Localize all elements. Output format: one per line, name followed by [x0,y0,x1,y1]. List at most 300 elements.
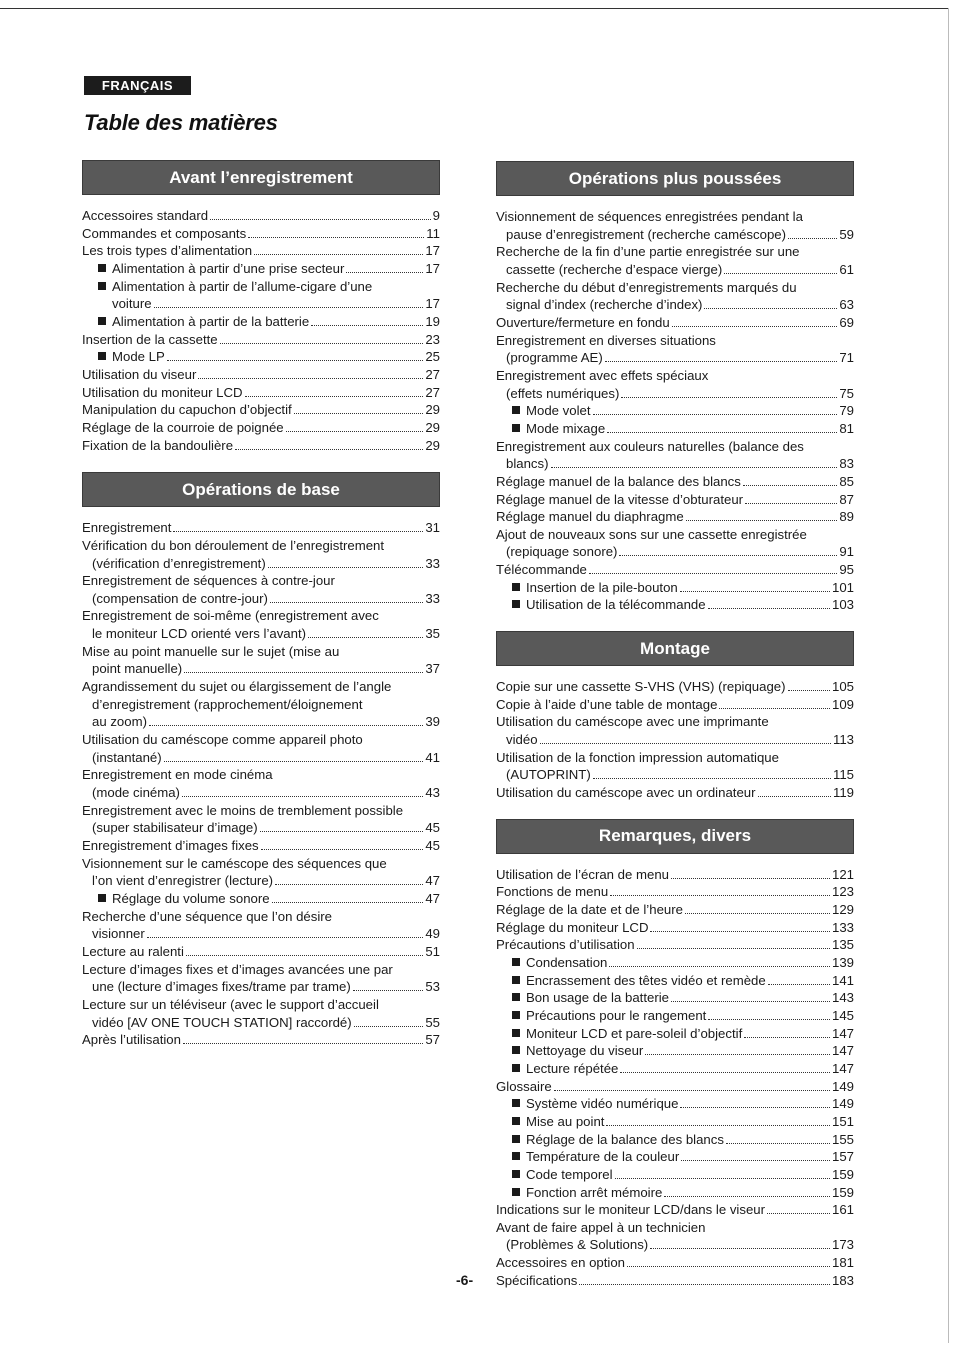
toc-page-number: 47 [425,873,440,889]
section-heading: Opérations de base [82,472,440,507]
toc-page-number: 109 [831,696,854,712]
toc-entry-text: Recherche du début d’enregistrements marqués du [496,279,797,295]
bullet-square-icon [512,993,520,1001]
toc-subentry [82,313,440,331]
dot-leader [788,690,830,691]
toc-entry-text: Utilisation de l’écran de menu [496,866,669,882]
toc-entry [496,314,854,332]
toc-page-number: 63 [839,297,854,313]
bullet-square-icon [512,958,520,966]
dot-leader [664,1196,830,1197]
toc-subentry [496,1042,854,1060]
toc-entry-text: Ajout de nouveaux sons sur une cassette enregistrée [496,526,807,542]
toc-entry-text: Code temporel [526,1166,613,1182]
toc-entry-text: Manipulation du capuchon d’objectif [82,402,292,418]
section-avant-enregistrement [82,160,440,454]
toc-entry-text: (compensation de contre-jour) [92,590,268,606]
toc-entry-text: Condensation [526,954,608,970]
toc-page-number: 51 [425,943,440,959]
toc-entry-text: Fonction arrêt mémoire [526,1184,663,1200]
toc-entry-text: (vérification d’enregistrement) [92,555,266,571]
toc-entry-text: Ouverture/fermeture en fondu [496,314,670,330]
toc-entry [496,508,854,526]
toc-entry-text: Visionnement sur le caméscope des séquences que [82,855,387,871]
toc-entry [496,749,854,784]
toc-entry [496,279,854,314]
toc-page-number: 33 [425,555,440,571]
toc-entry-text: Commandes et composants [82,225,247,241]
toc-page-number: 25 [425,349,440,365]
toc-entry [82,643,440,678]
toc-page-number: 147 [831,1060,854,1076]
dot-leader [184,672,423,673]
toc-entry-text: Encrassement des têtes vidéo et remède [526,972,766,988]
toc-entry-text: Lecture sur un téléviseur (avec le support d’accueil [82,996,379,1012]
dot-leader [235,449,423,450]
toc-page-number: 119 [832,785,854,801]
toc-entry-text: Utilisation du caméscope avec un ordinateur [496,785,756,801]
toc-entry-text: Télécommande [496,562,587,578]
toc-entry [82,537,440,572]
toc-subentry [496,1131,854,1149]
toc-entry-text: Enregistrement en diverses situations [496,332,716,348]
dot-leader [744,1037,830,1038]
toc-entry [496,208,854,243]
toc-entry-text: Mode mixage [526,420,606,436]
toc-entry [496,473,854,491]
dot-leader [726,1143,830,1144]
toc-entry-text: Avant de faire appel à un technicien [496,1219,706,1235]
toc-entry-text: Enregistrement avec effets spéciaux [496,367,709,383]
toc-page-number: 41 [425,749,440,765]
toc-page-number: 37 [425,661,440,677]
dot-leader [182,796,423,797]
toc-entry-text: blancs) [506,456,549,472]
bullet-square-icon [512,1064,520,1072]
dot-leader [650,1248,830,1249]
toc-subentry [82,348,440,366]
dot-leader [645,1054,830,1055]
toc-page-number: 27 [425,366,440,382]
toc-entry-text: Copie à l’aide d’une table de montage [496,696,718,712]
toc-page-number: 141 [831,972,854,988]
toc-page-number: 55 [425,1014,440,1030]
toc-subentry [496,972,854,990]
dot-leader [650,931,830,932]
dot-leader [210,219,431,220]
toc-entry-text: Glossaire [496,1078,552,1094]
dot-leader [637,948,830,949]
bullet-square-icon [98,317,106,325]
dot-leader [704,308,837,309]
toc-entry-text: Fonctions de menu [496,884,609,900]
toc-entry-text: (Problèmes & Solutions) [506,1237,649,1253]
dot-leader [173,531,423,532]
toc-page-number: 101 [831,579,854,595]
toc-entry-text: Alimentation à partir de l’allume-cigare d’une [112,278,373,294]
section-heading: Montage [496,631,854,666]
toc-page-number: 71 [839,350,854,366]
toc-page-number: 17 [425,243,440,259]
toc-entry [82,766,440,801]
toc-page-number: 151 [831,1113,854,1129]
toc-entry-text: Réglage du volume sonore [112,890,270,906]
toc-page-number: 31 [425,520,440,536]
bullet-square-icon [512,1117,520,1125]
dot-leader [708,608,830,609]
toc-entry-text: l’on vient d’enregistrer (lecture) [92,873,274,889]
toc-page-number: 149 [831,1078,854,1094]
toc-page-number: 155 [831,1131,854,1147]
toc-page-number: 49 [425,926,440,942]
toc-page-number: 87 [839,491,854,507]
dot-leader [183,1043,423,1044]
toc-entry [496,438,854,473]
toc-entry-text: Utilisation de la fonction impression automatique [496,749,779,765]
dot-leader [767,1213,830,1214]
toc-entry-text: (super stabilisateur d’image) [92,820,258,836]
bullet-square-icon [512,600,520,608]
toc-page-number: 61 [839,261,854,277]
toc-subentry [496,1148,854,1166]
dot-leader [671,878,830,879]
dot-leader [254,254,423,255]
toc-entry-text: Réglage manuel de la vitesse d’obturateur [496,491,744,507]
toc-entry-text: Réglage manuel du diaphragme [496,509,684,525]
toc-entry [496,1219,854,1254]
section-heading: Opérations plus poussées [496,161,854,196]
toc-entry-text: Lecture au ralenti [82,943,184,959]
bullet-square-icon [98,282,106,290]
page-number: -6- [456,1272,474,1288]
toc-page-number: 149 [831,1096,854,1112]
dot-leader [294,413,424,414]
toc-entry [496,696,854,714]
toc-page-number: 29 [425,437,440,453]
toc-page-number: 9 [432,208,440,223]
dot-leader [680,1107,830,1108]
toc-entry-text: Utilisation de la télécommande [526,597,706,613]
dot-leader [610,895,830,896]
toc-list [496,678,854,802]
toc-entry [496,243,854,278]
toc-page-number: 123 [831,884,854,900]
toc-subentry [496,1095,854,1113]
dot-leader [245,396,424,397]
toc-page-number: 147 [831,1043,854,1059]
toc-entry-text: point manuelle) [92,661,183,677]
toc-page-number: 45 [425,820,440,836]
dot-leader [724,273,837,274]
toc-entry-text: Agrandissement du sujet ou élargissement de l’angle [82,679,392,695]
toc-page-number: 157 [831,1149,854,1165]
toc-entry-text: (instantané) [92,749,162,765]
toc-entry-text: Enregistrement en mode cinéma [82,767,273,783]
dot-leader [606,1125,830,1126]
toc-entry [496,883,854,901]
toc-entry-text: Insertion de la pile-bouton [526,579,678,595]
toc-list [82,207,440,454]
toc-entry [82,225,440,243]
dot-leader [275,884,423,885]
toc-page-number: 147 [831,1025,854,1041]
dot-leader [149,725,423,726]
toc-page-number: 23 [425,331,440,347]
toc-subentry [496,1184,854,1202]
dot-leader [609,966,830,967]
section-operations-de-base [82,472,440,1049]
dot-leader [186,955,423,956]
dot-leader [620,1072,830,1073]
toc-entry-text: Utilisation du caméscope comme appareil photo [82,732,363,748]
toc-entry-text: Enregistrement de soi-même (enregistrement avec [82,608,379,624]
toc-entry-text: Précautions d’utilisation [496,937,635,953]
toc-entry [496,526,854,561]
toc-entry-text: Mise au point [526,1113,605,1129]
toc-page-number: 47 [425,890,440,906]
toc-entry-text: Réglage manuel de la balance des blancs [496,473,741,489]
toc-subentry [496,1166,854,1184]
dot-leader [261,849,424,850]
toc-entry [82,401,440,419]
toc-entry [496,901,854,919]
toc-subentry [82,890,440,908]
toc-list [496,208,854,614]
toc-entry [82,678,440,731]
toc-page-number: 129 [831,902,854,917]
toc-entry-text: cassette (recherche d’espace vierge) [506,261,723,277]
toc-entry-text: Après l’utilisation [82,1032,181,1048]
toc-page-number: 45 [425,838,440,853]
toc-entry-text: Utilisation du caméscope avec une imprimante [496,714,769,730]
toc-page-number: 95 [839,562,854,578]
bullet-square-icon [512,1188,520,1196]
toc-entry [496,936,854,954]
toc-page-number: 85 [839,473,854,489]
toc-page-number: 173 [831,1237,854,1253]
dot-leader [154,307,424,308]
dot-leader [270,602,423,603]
toc-page-number: 17 [425,296,440,312]
bullet-square-icon [512,424,520,432]
toc-page-number: 27 [425,384,440,400]
toc-entry-text: Accessoires standard [82,208,209,223]
toc-page-number: 11 [426,225,440,241]
dot-leader [554,1090,830,1091]
toc-entry [82,519,440,537]
bullet-square-icon [512,1011,520,1019]
toc-page-number: 81 [839,420,854,436]
toc-entry-text: Précautions pour le rangement [526,1007,707,1023]
toc-page-number: 183 [831,1272,854,1288]
toc-page-number: 79 [839,403,854,419]
toc-page-number: 145 [831,1007,854,1023]
toc-entry-text: Fixation de la bandoulière [82,437,234,453]
toc-subentry [82,278,440,313]
toc-list [496,866,854,1290]
toc-entry-text: Insertion de la cassette [82,331,218,347]
toc-entry-text: au zoom) [92,714,147,730]
toc-entry-text: Bon usage de la batterie [526,990,669,1006]
toc-page-number: 19 [425,313,440,329]
toc-entry-text: Enregistrement d’images fixes [82,838,259,853]
toc-entry [496,713,854,748]
toc-page-number: 103 [831,597,854,613]
toc-entry-text: signal d’index (recherche d’index) [506,297,703,313]
dot-leader [354,1026,424,1027]
right-column [496,161,854,1289]
toc-entry-text: Nettoyage du viseur [526,1043,644,1059]
dot-leader [272,902,424,903]
toc-entry-text: Moniteur LCD et pare-soleil d’objectif [526,1025,743,1041]
toc-entry-text: Enregistrement [82,520,172,536]
toc-page-number: 143 [831,990,854,1006]
dot-leader [686,520,838,521]
bullet-square-icon [512,406,520,414]
dot-leader [593,414,838,415]
toc-entry [82,837,440,855]
toc-page-number: 89 [839,509,854,525]
toc-page-number: 135 [831,937,854,953]
toc-entry-text: Accessoires en option [496,1255,626,1271]
bullet-square-icon [98,352,106,360]
bullet-square-icon [512,976,520,984]
dot-leader [346,272,423,273]
dot-leader [745,503,837,504]
toc-entry-text: Enregistrement avec le moins de tremblement possible [82,802,404,818]
toc-entry [82,331,440,349]
toc-entry-text: Les trois types d’alimentation [82,243,253,259]
bullet-square-icon [512,583,520,591]
toc-entry-text: Copie sur une cassette S-VHS (VHS) (repiquage) [496,679,786,695]
dot-leader [768,984,830,985]
section-heading: Remarques, divers [496,819,854,854]
toc-page-number: 43 [425,785,440,801]
toc-entry-text: Enregistrement de séquences à contre-jour [82,573,335,589]
top-rule [0,8,948,9]
toc-entry [496,332,854,367]
toc-entry [82,908,440,943]
toc-subentry [496,596,854,614]
dot-leader [248,237,424,238]
toc-entry [82,419,440,437]
toc-page-number: 59 [839,226,854,242]
dot-leader [589,573,837,574]
toc-entry [82,996,440,1031]
dot-leader [680,591,830,592]
toc-page-number: 29 [425,402,440,418]
toc-entry-text: Mode LP [112,349,165,365]
toc-page-number: 91 [839,544,854,560]
bullet-square-icon [512,1029,520,1037]
toc-subentry [496,402,854,420]
toc-page-number: 121 [831,866,854,882]
toc-list [82,519,440,1049]
dot-leader [719,708,830,709]
dot-leader [671,1001,830,1002]
language-tag: FRANÇAIS [84,76,191,95]
toc-entry-text: (repiquage sonore) [506,544,618,560]
toc-entry-text: (AUTOPRINT) [506,767,591,783]
toc-entry-text: Lecture d’images fixes et d’images avancées une par [82,961,393,977]
section-operations-plus-poussees [496,161,854,614]
toc-entry-text: Température de la couleur [526,1149,680,1165]
dot-leader [593,778,831,779]
toc-entry-text: Recherche de la fin d’une partie enregistrée sur une [496,244,800,260]
section-heading: Avant l’enregistrement [82,160,440,195]
toc-entry [82,242,440,260]
toc-entry-text: Réglage de la date et de l’heure [496,902,683,917]
toc-entry [496,491,854,509]
toc-entry [496,367,854,402]
toc-entry-text: visionner [92,926,145,942]
toc-page-number: 69 [839,314,854,330]
toc-page-number: 161 [831,1202,854,1218]
toc-entry-text: Alimentation à partir d’une prise secteur [112,260,345,276]
toc-page-number: 105 [831,679,854,695]
toc-subentry [496,1113,854,1131]
bullet-square-icon [512,1135,520,1143]
toc-entry-text: Mise au point manuelle sur le sujet (mise au [82,643,340,659]
toc-entry-text: Utilisation du moniteur LCD [82,384,243,400]
toc-subentry [496,989,854,1007]
dot-leader [220,343,424,344]
toc-entry-text: Mode volet [526,403,591,419]
dot-leader [615,1178,830,1179]
toc-page-number: 53 [425,979,440,995]
dot-leader [260,831,424,832]
toc-page-number: 159 [831,1166,854,1182]
toc-subentry [496,1007,854,1025]
toc-entry-text: le moniteur LCD orienté vers l’avant) [92,626,307,642]
dot-leader [619,555,837,556]
toc-entry-text: Visionnement de séquences enregistrées pendant la [496,209,803,224]
toc-entry-text: pause d’enregistrement (recherche caméscope) [506,226,787,242]
toc-entry-text: Lecture répétée [526,1060,619,1076]
toc-entry-text: Réglage du moniteur LCD [496,919,649,935]
toc-entry-text: (programme AE) [506,350,603,366]
toc-entry-text: Alimentation à partir de la batterie [112,313,310,329]
toc-page-number: 35 [425,626,440,642]
toc-entry [496,1201,854,1219]
toc-entry-text: Spécifications [496,1272,578,1288]
toc-page-number: 33 [425,590,440,606]
toc-entry-text: une (lecture d’images fixes/trame par trame) [92,979,351,995]
toc-subentry [496,954,854,972]
toc-page-number: 159 [831,1184,854,1200]
toc-subentry [82,260,440,278]
dot-leader [607,432,837,433]
toc-entry-text: d’enregistrement (rapprochement/éloignement [92,696,363,712]
dot-leader [605,361,838,362]
toc-entry [82,1031,440,1049]
bullet-square-icon [512,1046,520,1054]
dot-leader [708,1019,830,1020]
right-edge-rule [948,8,949,1343]
toc-subentry [496,579,854,597]
dot-leader [308,637,423,638]
dot-leader [758,796,831,797]
bullet-square-icon [512,1152,520,1160]
toc-entry [82,731,440,766]
toc-entry [82,437,440,455]
toc-entry-text: (effets numériques) [506,385,620,401]
toc-entry-text: Indications sur le moniteur LCD/dans le viseur [496,1202,766,1218]
dot-leader [164,761,424,762]
toc-subentry [496,1025,854,1043]
toc-entry-text: vidéo [506,732,538,748]
toc-page-number: 133 [831,919,854,935]
